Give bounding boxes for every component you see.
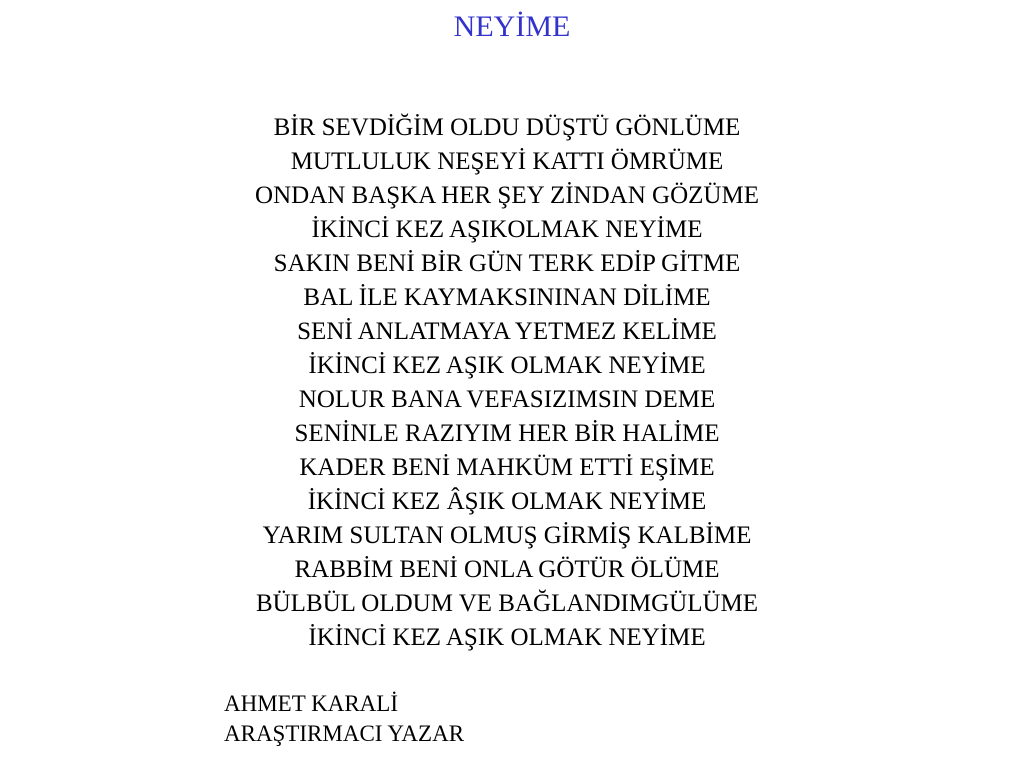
poem-line: SENİNLE RAZIYIM HER BİR HALİME [294,420,720,447]
poem-line: RABBİM BENİ ONLA GÖTÜR ÖLÜME [294,556,720,583]
poem-line: SENİ ANLATMAYA YETMEZ KELİME [297,318,717,345]
poem-line: BÜLBÜL OLDUM VE BAĞLANDIMGÜLÜME [255,590,759,617]
author-name: AHMET KARALİ [224,691,398,716]
poem-line: KADER BENİ MAHKÜM ETTİ EŞİME [299,454,715,481]
poem-line: BİR SEVDİĞİM OLDU DÜŞTÜ GÖNLÜME [273,114,741,141]
poem-line: NOLUR BANA VEFASIZIMSIN DEME [298,386,716,413]
poem-line: MUTLULUK NEŞEYİ KATTI ÖMRÜME [290,148,724,175]
author-role: ARAŞTIRMACI YAZAR [224,721,465,746]
poem-line: İKİNCİ KEZ AŞIKOLMAK NEYİME [311,216,703,243]
poem-line: YARIM SULTAN OLMUŞ GİRMİŞ KALBİME [262,522,752,549]
poem-line: ONDAN BAŞKA HER ŞEY ZİNDAN GÖZÜME [255,182,759,209]
poem-line: İKİNCİ KEZ AŞIK OLMAK NEYİME [308,624,706,651]
poem-line: İKİNCİ KEZ AŞIK OLMAK NEYİME [308,352,706,379]
signature [224,689,464,749]
poem-line: SAKIN BENİ BİR GÜN TERK EDİP GİTME [273,250,741,277]
poem-body [0,111,1014,655]
poem-line: BAL İLE KAYMAKSININAN DİLİME [303,284,711,311]
page-title: NEYİME [453,10,571,43]
poem-line: İKİNCİ KEZ ÂŞIK OLMAK NEYİME [307,488,707,515]
